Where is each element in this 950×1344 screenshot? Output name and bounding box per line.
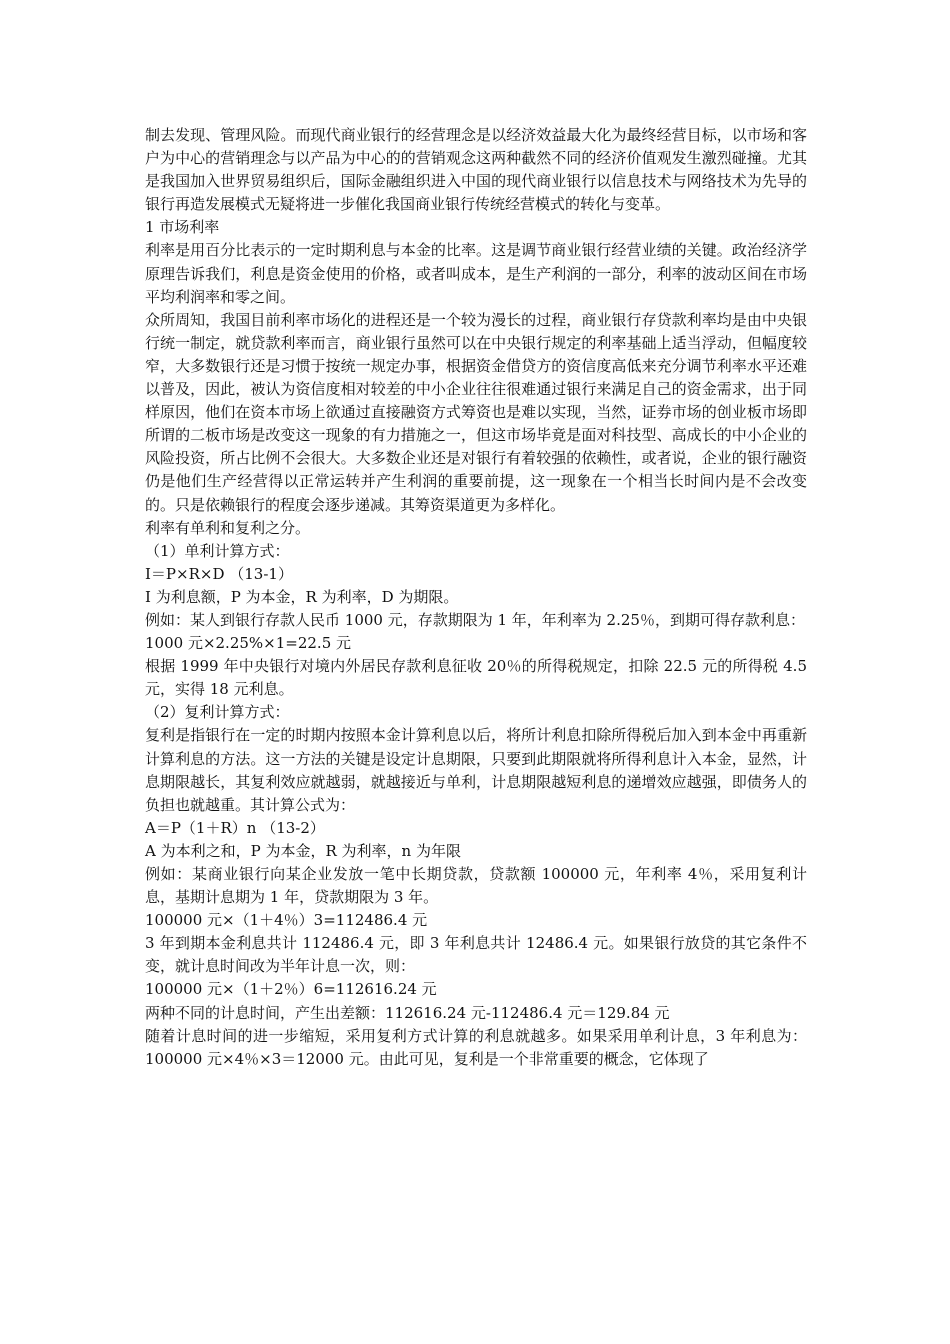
subheading-compound-interest: （2）复利计算方式：: [145, 703, 290, 722]
paragraph-tax-note: 根据 1999 年中央银行对境内外居民存款利息征收 20％的所得税规定，扣除 22.5 元的所得税 4.5 元，实得 18 元利息。: [145, 657, 807, 699]
paragraph-rate-definition: 利率是用百分比表示的一定时期利息与本金的比率。这是调节商业银行经营业绩的关键。政治经济学原理告诉我们，利息是资金使用的价格，或者叫成本，是生产利润的一部分，利率的波动区间在市场平均利润率和零之间。: [145, 241, 807, 306]
paragraph-intro-continued: 制去发现、管理风险。而现代商业银行的经营理念是以经济效益最大化为最终经营目标，以市场和客户为中心的营销理念与以产品为中心的的营销观念这两种截然不同的经济价值观发生激烈碰撞。尤其是我国加入世界贸易组织后，国际金融组织进入中国的现代商业银行以信息技术与网络技术为先导的银行再造发展模式无疑将进一步催化我国商业银行传统经营模式的转化与变革。: [145, 126, 807, 214]
formula-simple-legend: I 为利息额，P 为本金，R 为利率，D 为期限。: [145, 587, 459, 606]
paragraph-compound-result: 3 年到期本金利息共计 112486.4 元，即 3 年利息共计 12486.4 元。如果银行放贷的其它条件不变，就计息时间改为半年计息一次，则：: [145, 934, 807, 976]
paragraph-simple-example: 例如：某人到银行存款人民币 1000 元，存款期限为 1 年，年利率为 2.25％，到期可得存款利息：: [145, 610, 805, 629]
calc-compound-semiannual: 100000 元×（1＋2％）6=112616.24 元: [145, 980, 437, 999]
paragraph-compound-definition: 复利是指银行在一定的时期内按照本金计算利息以后，将所计利息扣除所得税后加入到本金中再重新计算利息的方法。这一方法的关键是设定计息期限，只要到此期限就将所得利息计入本金，显然，计息期限越长，其复利效应就越弱，就越接近与单利，计息期限越短利息的递增效应越强，即债务人的负担也就越重。其计算公式为：: [145, 726, 807, 814]
calc-compound-annual: 100000 元×（1＋4％）3=112486.4 元: [145, 911, 428, 930]
calc-difference: 两种不同的计息时间，产生出差额：112616.24 元-112486.4 元＝129.84 元: [145, 1003, 670, 1022]
calc-simple-example: 1000 元×2.25%×1=22.5 元: [145, 634, 352, 653]
paragraph-conclusion: 随着计息时间的进一步缩短，采用复利方式计算的利息就越多。如果采用单利计息，3 年利息为：100000 元×4％×3＝12000 元。由此可见，复利是一个非常重要的概念，它体现了: [145, 1026, 807, 1068]
section-heading-market-rate: 1 市场利率: [145, 218, 220, 237]
formula-simple-interest: I＝P×R×D （13-1）: [145, 564, 293, 583]
subheading-simple-interest: （1）单利计算方式：: [145, 541, 290, 560]
paragraph-compound-example: 例如：某商业银行向某企业发放一笔中长期贷款，贷款额 100000 元，年利率 4％，采用复利计息，基期计息期为 1 年，贷款期限为 3 年。: [145, 865, 807, 907]
document-page: [145, 124, 807, 1071]
paragraph-rate-marketization: 众所周知，我国目前利率市场化的进程还是一个较为漫长的过程，商业银行存贷款利率均是由中央银行统一制定，就贷款利率而言，商业银行虽然可以在中央银行规定的利率基础上适当浮动，但幅度较窄，大多数银行还是习惯于按统一规定办事，根据资金借贷方的资信度高低来充分调节利率水平还难以普及，因此，被认为资信度相对较差的中小企业往往很难通过银行来满足自己的资金需求，出于同样原因，他们在资本市场上欲通过直接融资方式筹资也是难以实现，当然，证券市场的创业板市场即所谓的二板市场是改变这一现象的有力措施之一，但这市场毕竟是面对科技型、高成长的中小企业的风险投资，所占比例不会很大。大多数企业还是对银行有着较强的依赖性，或者说，企业的银行融资仍是他们生产经营得以正常运转并产生利润的重要前提，这一现象在一个相当长时间内是不会改变的。只是依赖银行的程度会逐步递减。其筹资渠道更为多样化。: [145, 310, 807, 514]
formula-compound-legend: A 为本利之和，P 为本金，R 为利率，n 为年限: [145, 841, 461, 860]
formula-compound-interest: A＝P（1＋R）n （13-2）: [145, 818, 325, 837]
paragraph-simple-vs-compound: 利率有单利和复利之分。: [145, 518, 311, 537]
